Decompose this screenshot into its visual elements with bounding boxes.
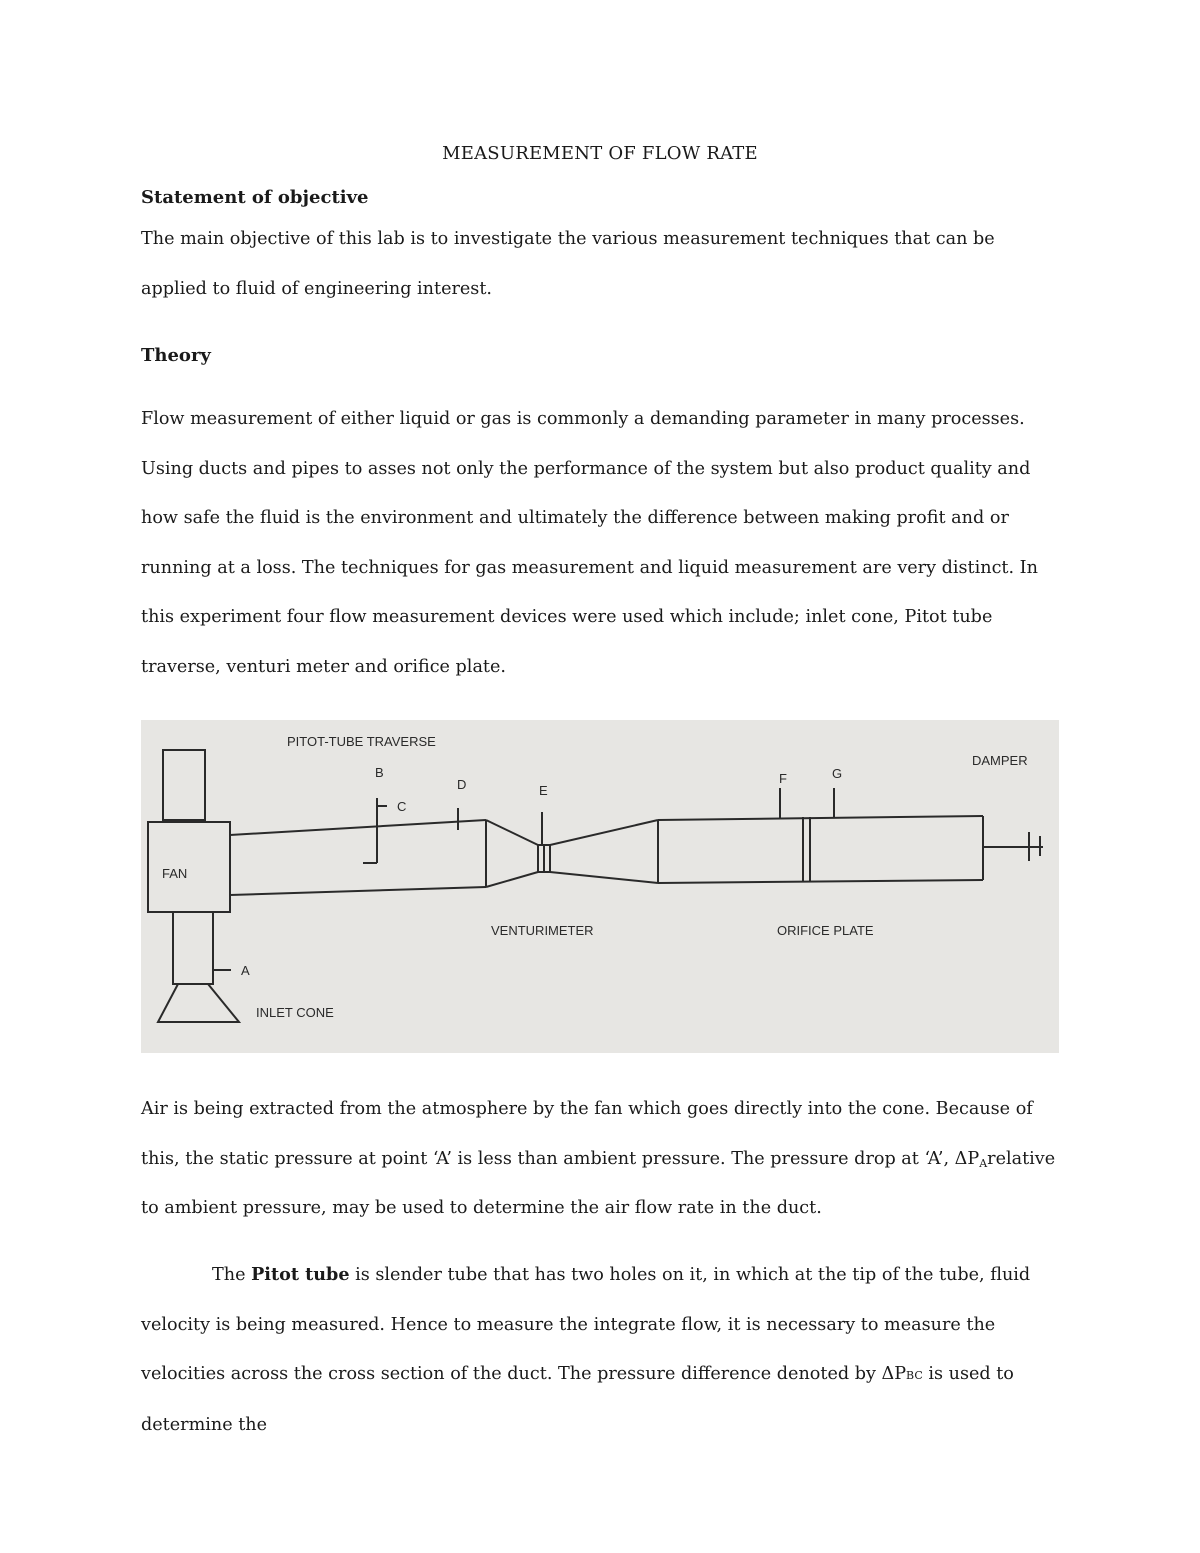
theory-heading: Theory <box>141 345 211 366</box>
cone-text-1: Air is being extracted from the atmosphere by the fan which goes directly into the cone. Because of this, the static pressure at point ‘A’ is less than ambient pressure. The pressure drop at ‘A’, ΔP <box>141 1099 1033 1169</box>
label-fan: FAN <box>162 866 188 881</box>
label-e: E <box>539 783 548 798</box>
label-damper: DAMPER <box>972 753 1028 768</box>
label-d: D <box>457 777 467 792</box>
objective-paragraph: The main objective of this lab is to investigate the various measurement techniques that can be applied to fluid of engineering interest. <box>141 229 995 299</box>
objective-heading: Statement of objective <box>141 187 369 208</box>
label-b: B <box>375 765 384 780</box>
label-g: G <box>832 766 843 781</box>
pitot-lead: The <box>212 1265 252 1285</box>
label-venturimeter: VENTURIMETER <box>491 923 594 938</box>
pitot-text-1: is slender tube that has two holes on it, in which at the tip of the tube, fluid velocity is being measured. Hence to measure the integrate flow, it is necessary to measure the velocities across the cross section of the duct. The pressure difference denoted by ΔP <box>141 1265 1031 1385</box>
label-f: F <box>779 771 787 786</box>
pitot-subscript: BC <box>906 1369 923 1383</box>
label-inlet-cone: INLET CONE <box>256 1005 334 1020</box>
label-a: A <box>241 963 250 978</box>
page-title: MEASUREMENT OF FLOW RATE <box>442 143 758 164</box>
label-c: C <box>397 799 407 814</box>
theory-paragraph: Flow measurement of either liquid or gas is commonly a demanding parameter in many processes. Using ducts and pipes to asses not only the performance of the system but also product quality and how safe the fluid is the environment and ultimately the difference between making profit and or running at a loss. The techniques for gas measurement and liquid measurement are very distinct. In this experiment four flow measurement devices were used which include; inlet cone, Pitot tube traverse, venturi meter and orifice plate. <box>141 409 1038 677</box>
pitot-paragraph <box>141 1250 1061 1450</box>
label-orifice-plate: ORIFICE PLATE <box>777 923 874 938</box>
cone-paragraph <box>141 1085 1061 1234</box>
pitot-bold-term: Pitot tube <box>251 1264 350 1285</box>
figure-background <box>141 720 1059 1053</box>
flow-rig-diagram <box>141 720 1059 1053</box>
pitot-text-2: is used to determine the <box>141 1364 1014 1435</box>
label-pitot-traverse: PITOT-TUBE TRAVERSE <box>287 734 436 749</box>
cone-text-2: relative to ambient pressure, may be used to determine the air flow rate in the duct. <box>141 1148 1056 1219</box>
cone-subscript: A <box>979 1156 988 1170</box>
